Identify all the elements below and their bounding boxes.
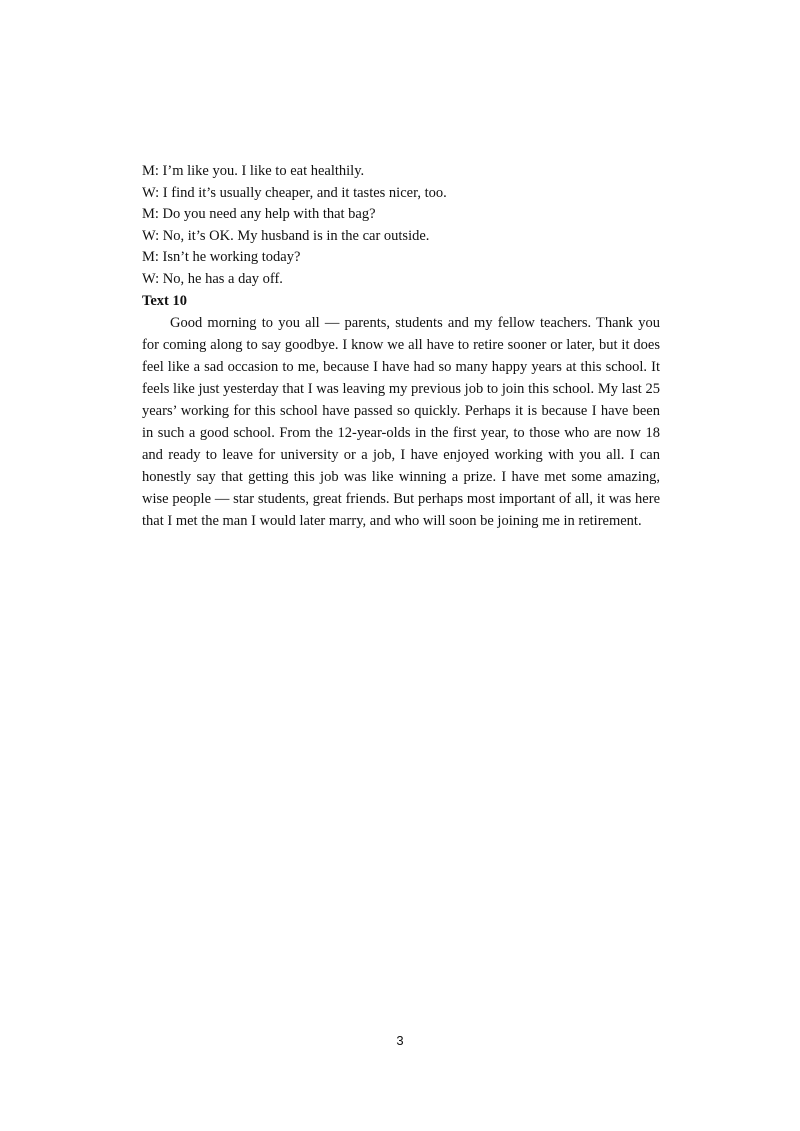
- dialogue-line: M: Isn’t he working today?: [142, 249, 301, 266]
- body-paragraph: Good morning to you all — parents, students and my fellow teachers. Thank you for coming along to say goodbye. I know we all have to retire sooner or later, but it does feel like a sad occasion to me, because I have had so many happy years at this school. It feels like just yesterday that I was leaving my previous job to join this school. My last 25 years’ working for this school have passed so quickly. Perhaps it is because I have been in such a good school. From the 12-year-olds in the first year, to those who are now 18 and ready to leave for university or a job, I have enjoyed working with you all. I can honestly say that getting this job was like winning a prize. I have met some amazing, wise people — star students, great friends. But perhaps most important of all, it was here that I met the man I would later marry, and who will soon be joining me in retirement.: [142, 315, 660, 530]
- dialogue-line: W: No, it’s OK. My husband is in the car outside.: [142, 227, 430, 244]
- section-heading: Text 10: [142, 292, 187, 309]
- dialogue-line: M: I’m like you. I like to eat healthily.: [142, 163, 365, 179]
- dialogue-line: W: I find it’s usually cheaper, and it tastes nicer, too.: [142, 184, 447, 201]
- dialogue-line: M: Do you need any help with that bag?: [142, 206, 376, 223]
- page-number: 3: [396, 1033, 404, 1048]
- dialogue-line: W: No, he has a day off.: [142, 270, 283, 287]
- page-content: [142, 161, 660, 532]
